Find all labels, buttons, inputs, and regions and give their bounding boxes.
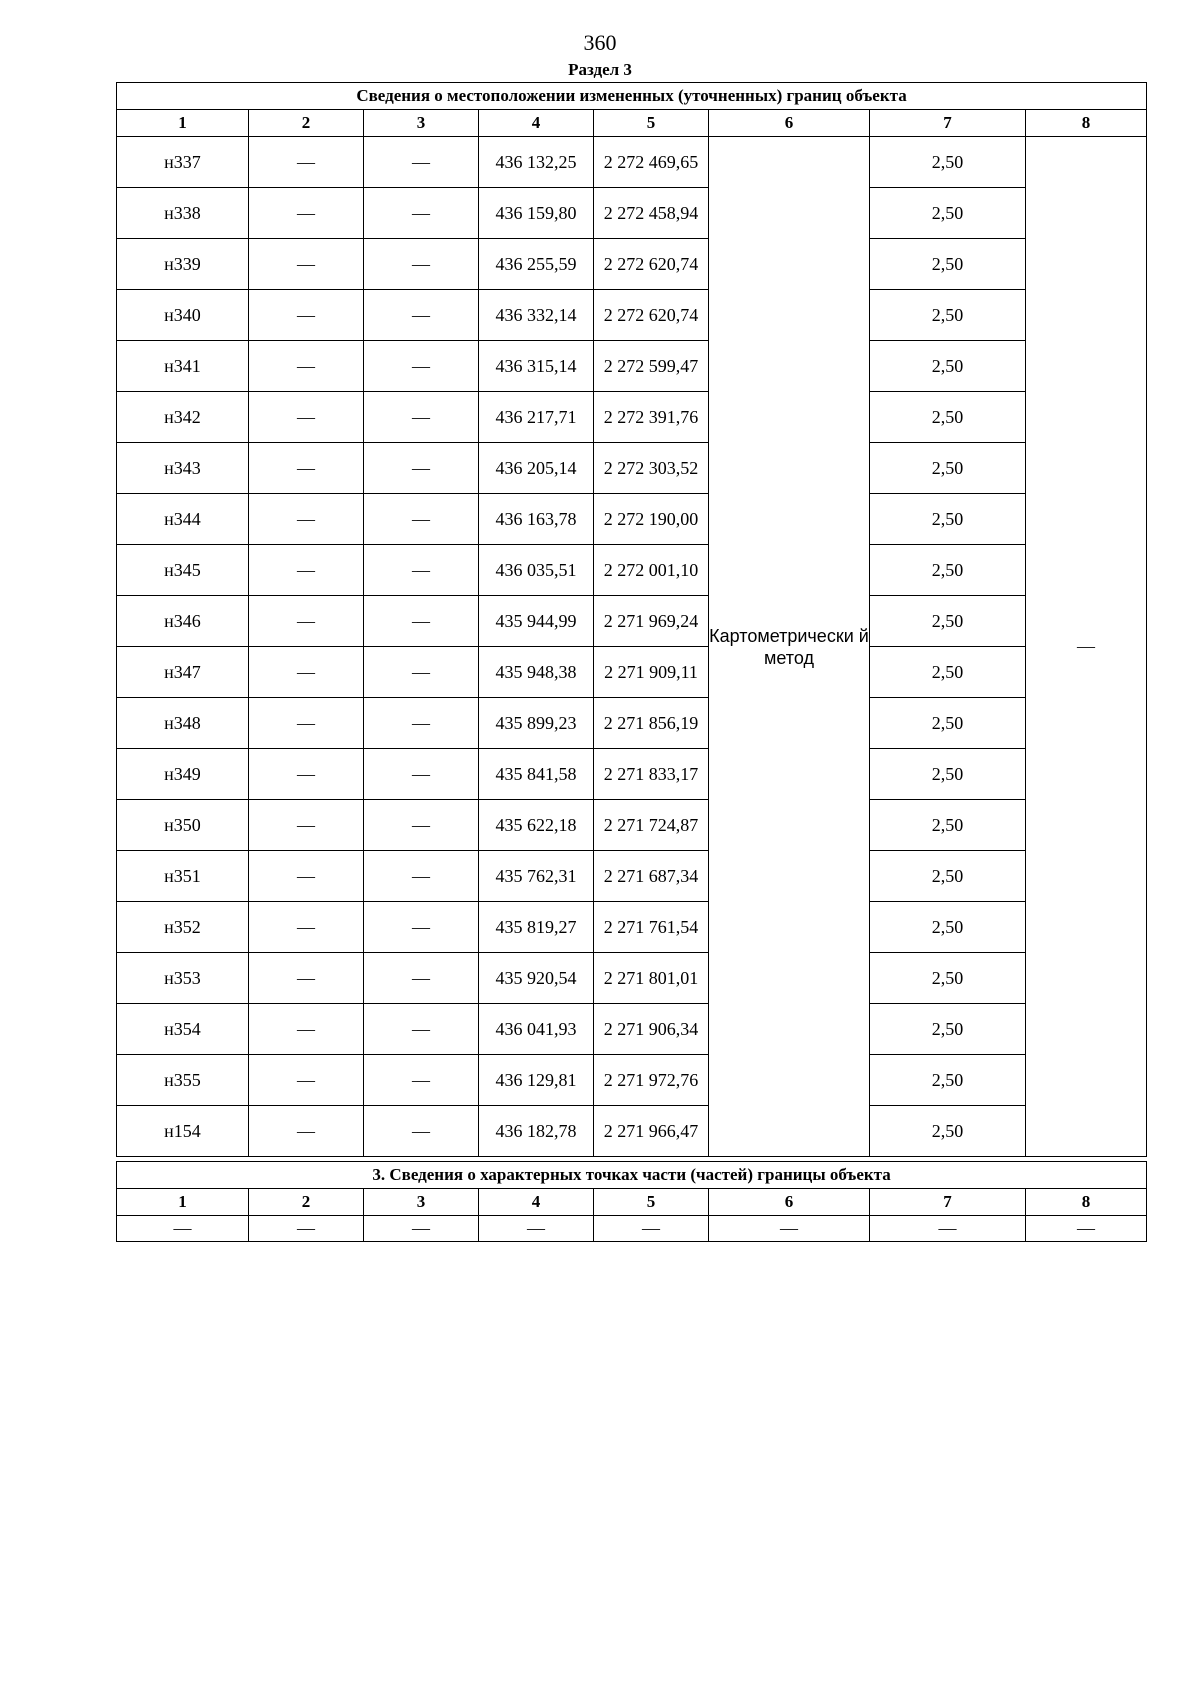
- dash-cell: —: [479, 1216, 594, 1242]
- boundary-table: [116, 82, 1147, 1157]
- dash-cell: —: [117, 1216, 249, 1242]
- accuracy-value: 2,50: [870, 392, 1026, 443]
- table-row: [117, 1106, 1147, 1157]
- coordinate-x: 435 819,27: [479, 902, 594, 953]
- dash-cell: —: [249, 443, 364, 494]
- point-name: н348: [117, 698, 249, 749]
- table-row: [117, 800, 1147, 851]
- accuracy-value: 2,50: [870, 545, 1026, 596]
- dash-cell: —: [364, 1055, 479, 1106]
- column-number: 5: [594, 1189, 709, 1216]
- coordinate-x: 436 132,25: [479, 137, 594, 188]
- table-row: [117, 443, 1147, 494]
- point-name: н342: [117, 392, 249, 443]
- dash-cell: —: [364, 647, 479, 698]
- point-name: н350: [117, 800, 249, 851]
- dash-cell: —: [249, 851, 364, 902]
- coordinate-y: 2 272 190,00: [594, 494, 709, 545]
- coordinate-y: 2 272 469,65: [594, 137, 709, 188]
- accuracy-value: 2,50: [870, 1004, 1026, 1055]
- table-row: [117, 188, 1147, 239]
- table-row: [117, 392, 1147, 443]
- column-number: 3: [364, 110, 479, 137]
- dash-cell: —: [249, 341, 364, 392]
- coordinate-x: 435 622,18: [479, 800, 594, 851]
- dash-cell: —: [249, 545, 364, 596]
- point-name: н349: [117, 749, 249, 800]
- accuracy-value: 2,50: [870, 749, 1026, 800]
- accuracy-value: 2,50: [870, 596, 1026, 647]
- column-number: 4: [479, 1189, 594, 1216]
- dash-cell: —: [249, 953, 364, 1004]
- dash-cell: —: [364, 902, 479, 953]
- column-number: 2: [249, 110, 364, 137]
- point-name: н354: [117, 1004, 249, 1055]
- accuracy-value: 2,50: [870, 290, 1026, 341]
- coordinate-y: 2 271 906,34: [594, 1004, 709, 1055]
- column-number: 6: [709, 1189, 870, 1216]
- dash-cell: —: [249, 1055, 364, 1106]
- coordinate-y: 2 271 969,24: [594, 596, 709, 647]
- coordinate-y: 2 271 833,17: [594, 749, 709, 800]
- point-name: н344: [117, 494, 249, 545]
- point-name: н340: [117, 290, 249, 341]
- table-banner: Сведения о местоположении измененных (уточненных) границ объекта: [117, 83, 1147, 110]
- table-row: [117, 494, 1147, 545]
- dash-cell: —: [364, 188, 479, 239]
- coordinate-y: 2 271 972,76: [594, 1055, 709, 1106]
- parts-table: [116, 1161, 1147, 1242]
- coordinate-y: 2 271 761,54: [594, 902, 709, 953]
- coordinate-x: 435 948,38: [479, 647, 594, 698]
- dash-cell: —: [364, 545, 479, 596]
- coordinate-y: 2 272 458,94: [594, 188, 709, 239]
- coordinate-x: 436 255,59: [479, 239, 594, 290]
- dash-cell: —: [364, 392, 479, 443]
- table-row: [117, 239, 1147, 290]
- table-row: [117, 290, 1147, 341]
- accuracy-value: 2,50: [870, 188, 1026, 239]
- dash-cell: —: [709, 1216, 870, 1242]
- coordinate-x: 436 217,71: [479, 392, 594, 443]
- coordinate-y: 2 272 303,52: [594, 443, 709, 494]
- accuracy-value: 2,50: [870, 1106, 1026, 1157]
- dash-cell: —: [364, 1216, 479, 1242]
- dash-cell: —: [249, 596, 364, 647]
- dash-cell: —: [249, 494, 364, 545]
- accuracy-value: 2,50: [870, 851, 1026, 902]
- table-row: [117, 1004, 1147, 1055]
- coordinate-y: 2 271 687,34: [594, 851, 709, 902]
- accuracy-value: 2,50: [870, 1055, 1026, 1106]
- point-name: н353: [117, 953, 249, 1004]
- table-row: [117, 851, 1147, 902]
- dash-cell: —: [364, 137, 479, 188]
- dash-cell: —: [249, 188, 364, 239]
- dash-cell: —: [594, 1216, 709, 1242]
- dash-cell: —: [249, 392, 364, 443]
- coordinate-x: 436 163,78: [479, 494, 594, 545]
- table-row: [117, 1216, 1147, 1242]
- point-name: н351: [117, 851, 249, 902]
- coordinate-x: 435 762,31: [479, 851, 594, 902]
- coordinate-x: 435 944,99: [479, 596, 594, 647]
- dash-cell: —: [870, 1216, 1026, 1242]
- dash-cell: —: [364, 341, 479, 392]
- dash-cell: —: [364, 239, 479, 290]
- dash-cell: —: [364, 851, 479, 902]
- dash-cell: —: [364, 596, 479, 647]
- column-number: 7: [870, 110, 1026, 137]
- table-row: [117, 1055, 1147, 1106]
- coordinate-y: 2 272 391,76: [594, 392, 709, 443]
- table-row: [117, 902, 1147, 953]
- accuracy-value: 2,50: [870, 698, 1026, 749]
- accuracy-value: 2,50: [870, 239, 1026, 290]
- coordinate-x: 436 332,14: [479, 290, 594, 341]
- column-number: 3: [364, 1189, 479, 1216]
- point-name: н337: [117, 137, 249, 188]
- coordinate-y: 2 271 856,19: [594, 698, 709, 749]
- dash-cell: —: [249, 749, 364, 800]
- dash-cell: —: [1026, 137, 1147, 1157]
- point-name: н347: [117, 647, 249, 698]
- dash-cell: —: [249, 1216, 364, 1242]
- accuracy-value: 2,50: [870, 341, 1026, 392]
- dash-cell: —: [249, 647, 364, 698]
- coordinate-y: 2 272 001,10: [594, 545, 709, 596]
- point-name: н338: [117, 188, 249, 239]
- column-number: 6: [709, 110, 870, 137]
- dash-cell: —: [249, 137, 364, 188]
- accuracy-value: 2,50: [870, 494, 1026, 545]
- coordinate-x: 436 041,93: [479, 1004, 594, 1055]
- dash-cell: —: [364, 443, 479, 494]
- table-row: [117, 341, 1147, 392]
- column-number: 1: [117, 1189, 249, 1216]
- page-number: 360: [583, 30, 617, 55]
- column-number: 8: [1026, 110, 1147, 137]
- accuracy-value: 2,50: [870, 953, 1026, 1004]
- dash-cell: —: [364, 290, 479, 341]
- coordinate-y: 2 272 620,74: [594, 239, 709, 290]
- point-name: н339: [117, 239, 249, 290]
- column-number-row: [117, 1189, 1147, 1216]
- column-number-row: [117, 110, 1147, 137]
- coordinate-x: 436 315,14: [479, 341, 594, 392]
- table-row: [117, 953, 1147, 1004]
- dash-cell: —: [364, 953, 479, 1004]
- accuracy-value: 2,50: [870, 137, 1026, 188]
- dash-cell: —: [249, 1106, 364, 1157]
- accuracy-value: 2,50: [870, 647, 1026, 698]
- dash-cell: —: [364, 494, 479, 545]
- coordinate-y: 2 271 909,11: [594, 647, 709, 698]
- dash-cell: —: [364, 749, 479, 800]
- method-cell: Картометрически й метод: [709, 137, 870, 1157]
- dash-cell: —: [364, 698, 479, 749]
- point-name: н154: [117, 1106, 249, 1157]
- coordinate-x: 435 899,23: [479, 698, 594, 749]
- table-row: [117, 698, 1147, 749]
- dash-cell: —: [249, 239, 364, 290]
- column-number: 8: [1026, 1189, 1147, 1216]
- dash-cell: —: [249, 902, 364, 953]
- dash-cell: —: [364, 1106, 479, 1157]
- table-row: [117, 137, 1147, 188]
- coordinate-x: 436 035,51: [479, 545, 594, 596]
- coordinate-x: 435 920,54: [479, 953, 594, 1004]
- column-number: 2: [249, 1189, 364, 1216]
- dash-cell: —: [1026, 1216, 1147, 1242]
- coordinate-y: 2 272 599,47: [594, 341, 709, 392]
- dash-cell: —: [249, 1004, 364, 1055]
- coordinate-y: 2 271 801,01: [594, 953, 709, 1004]
- point-name: н346: [117, 596, 249, 647]
- section-title: Раздел 3: [568, 60, 632, 79]
- dash-cell: —: [364, 1004, 479, 1055]
- column-number: 1: [117, 110, 249, 137]
- table-banner: 3. Сведения о характерных точках части (частей) границы объекта: [117, 1162, 1147, 1189]
- accuracy-value: 2,50: [870, 800, 1026, 851]
- point-name: н352: [117, 902, 249, 953]
- column-number: 4: [479, 110, 594, 137]
- table-row: [117, 596, 1147, 647]
- table-row: [117, 647, 1147, 698]
- coordinate-y: 2 272 620,74: [594, 290, 709, 341]
- coordinate-y: 2 271 724,87: [594, 800, 709, 851]
- table-row: [117, 749, 1147, 800]
- dash-cell: —: [249, 290, 364, 341]
- coordinate-x: 436 159,80: [479, 188, 594, 239]
- dash-cell: —: [249, 800, 364, 851]
- coordinate-x: 435 841,58: [479, 749, 594, 800]
- coordinate-x: 436 129,81: [479, 1055, 594, 1106]
- point-name: н355: [117, 1055, 249, 1106]
- table-row: [117, 545, 1147, 596]
- accuracy-value: 2,50: [870, 443, 1026, 494]
- point-name: н341: [117, 341, 249, 392]
- coordinate-x: 436 205,14: [479, 443, 594, 494]
- coordinate-x: 436 182,78: [479, 1106, 594, 1157]
- dash-cell: —: [249, 698, 364, 749]
- point-name: н345: [117, 545, 249, 596]
- coordinate-y: 2 271 966,47: [594, 1106, 709, 1157]
- column-number: 5: [594, 110, 709, 137]
- accuracy-value: 2,50: [870, 902, 1026, 953]
- dash-cell: —: [364, 800, 479, 851]
- column-number: 7: [870, 1189, 1026, 1216]
- point-name: н343: [117, 443, 249, 494]
